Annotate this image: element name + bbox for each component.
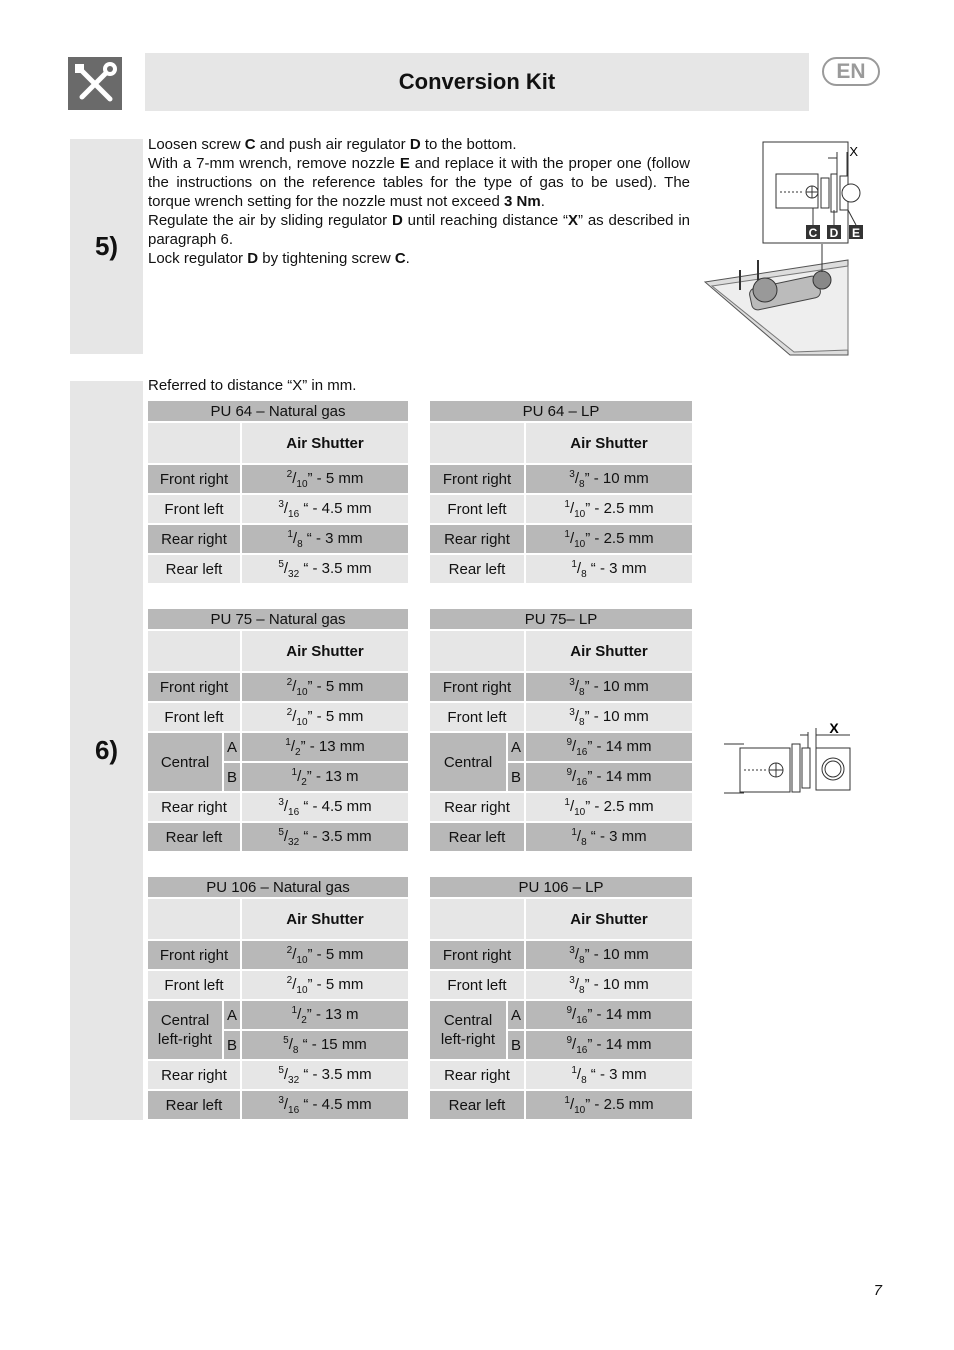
fraction-numerator: 1	[571, 1064, 577, 1076]
label-d: D	[829, 226, 839, 240]
sub-position-label: B	[223, 762, 241, 792]
sub-position-label: A	[223, 732, 241, 762]
instruction-emphasis: C	[244, 136, 256, 153]
burner-label: Front right	[147, 672, 241, 702]
fraction-slash: /	[572, 767, 577, 785]
air-shutter-header: Air Shutter	[241, 422, 409, 464]
air-shutter-value	[241, 494, 409, 524]
fraction-slash: /	[283, 499, 289, 517]
fraction-numerator: 1	[564, 528, 570, 540]
air-shutter-value	[241, 672, 409, 702]
instruction-emphasis: D	[247, 250, 259, 267]
gas-table	[428, 875, 694, 1121]
gas-table	[146, 875, 410, 1121]
fraction-denominator: 10	[296, 954, 308, 966]
fraction-denominator: 16	[576, 746, 588, 758]
value-suffix: “ - 4.5 mm	[299, 1095, 372, 1113]
instruction-line	[148, 154, 690, 211]
value-suffix: ” - 10 mm	[584, 469, 649, 487]
fraction-slash: /	[574, 677, 579, 695]
value-suffix: “ - 3.5 mm	[299, 1065, 372, 1083]
page-number: 7	[873, 1282, 882, 1299]
fraction-slash: /	[292, 707, 297, 725]
fraction-numerator: 9	[566, 766, 573, 778]
air-shutter-value	[241, 792, 409, 822]
sub-position-label: B	[507, 1030, 525, 1060]
air-shutter-header: Air Shutter	[525, 630, 693, 672]
fraction-numerator: 3	[278, 796, 284, 808]
burner-label: Rear left	[429, 822, 525, 852]
air-shutter-value	[525, 970, 693, 1000]
table-row	[429, 554, 693, 584]
gas-table	[146, 607, 410, 853]
distance-x-label: X	[849, 144, 858, 159]
table-row	[147, 554, 409, 584]
burner-label: Rear left	[429, 554, 525, 584]
step-5-number: 5)	[70, 139, 143, 354]
header-empty-cell	[147, 630, 241, 672]
air-shutter-value	[241, 464, 409, 494]
table-row	[147, 494, 409, 524]
fraction-slash: /	[572, 737, 577, 755]
header-empty-cell	[147, 898, 241, 940]
table-row	[147, 792, 409, 822]
value-suffix: ” - 14 mm	[587, 1005, 652, 1023]
burner-label: Front right	[429, 940, 525, 970]
instruction-emphasis: D	[392, 212, 403, 229]
burner-label: Front right	[147, 464, 241, 494]
fraction-numerator: 3	[569, 468, 575, 480]
fraction-numerator: 1	[571, 558, 577, 570]
table-title: PU 106 – LP	[429, 876, 693, 898]
air-shutter-value	[241, 1030, 409, 1060]
page-title: Conversion Kit	[145, 53, 809, 111]
fraction-slash: /	[292, 975, 297, 993]
fraction-numerator: 1	[291, 766, 298, 778]
air-shutter-value	[525, 464, 693, 494]
burner-label: Rear right	[147, 1060, 241, 1090]
fraction-slash: /	[569, 529, 575, 547]
fraction-denominator: 32	[288, 836, 300, 848]
burner-label: Front left	[147, 702, 241, 732]
instruction-line	[148, 211, 690, 249]
fraction-denominator: 8	[579, 478, 585, 490]
fraction-slash: /	[292, 469, 297, 487]
instruction-text: With a 7-mm wrench, remove nozzle	[148, 155, 400, 172]
fraction-numerator: 3	[569, 676, 575, 688]
fraction-numerator: 2	[286, 974, 293, 986]
value-suffix: ” - 10 mm	[584, 707, 649, 725]
value-suffix: “ - 3 mm	[586, 559, 647, 577]
table-row	[429, 940, 693, 970]
fraction-slash: /	[576, 1065, 582, 1083]
burner-label: Rear right	[147, 792, 241, 822]
value-suffix: ” - 13 mm	[300, 737, 365, 755]
value-suffix: “ - 3.5 mm	[299, 827, 372, 845]
air-shutter-value	[525, 524, 693, 554]
table-row	[429, 524, 693, 554]
burner-label: Central left-right	[147, 1000, 223, 1060]
table-row	[429, 672, 693, 702]
air-shutter-value	[525, 1060, 693, 1090]
air-shutter-header: Air Shutter	[525, 422, 693, 464]
value-suffix: ” - 5 mm	[307, 677, 364, 695]
fraction-slash: /	[574, 707, 579, 725]
fraction-denominator: 10	[296, 478, 308, 490]
air-shutter-value	[525, 1090, 693, 1120]
table-row	[147, 940, 409, 970]
fraction-denominator: 16	[288, 806, 300, 818]
table-row	[429, 1000, 693, 1030]
air-shutter-value	[525, 792, 693, 822]
fraction-denominator: 8	[579, 716, 585, 728]
burner-label: Front left	[429, 494, 525, 524]
air-shutter-value	[525, 1000, 693, 1030]
air-shutter-value	[241, 762, 409, 792]
table-row	[429, 792, 693, 822]
fraction-slash: /	[572, 1005, 577, 1023]
value-suffix: “ - 15 mm	[298, 1035, 367, 1053]
value-suffix: ” - 14 mm	[587, 737, 652, 755]
header-empty-cell	[429, 898, 525, 940]
step-6-number: 6)	[70, 381, 143, 1120]
burner-label: Front right	[429, 464, 525, 494]
fraction-numerator: 3	[569, 974, 575, 986]
table-row	[147, 1090, 409, 1120]
table-row	[147, 822, 409, 852]
table-row	[429, 464, 693, 494]
fraction-numerator: 5	[278, 1064, 284, 1076]
burner-label: Rear right	[147, 524, 241, 554]
air-shutter-value	[241, 1090, 409, 1120]
instruction-text: and replace it with the proper one (follow the instructions on the reference tables for the type of gas to be used). The torque wrench setting for the nozzle must not exceed	[148, 155, 691, 210]
air-shutter-value	[241, 524, 409, 554]
table-row	[147, 732, 409, 762]
value-suffix: ” - 5 mm	[307, 945, 364, 963]
fraction-slash: /	[292, 945, 297, 963]
fraction-numerator: 1	[291, 1004, 298, 1016]
fraction-numerator: 2	[286, 944, 293, 956]
fraction-slash: /	[283, 1095, 289, 1113]
instruction-line	[148, 135, 690, 154]
fraction-denominator: 2	[301, 776, 307, 788]
value-suffix: ” - 10 mm	[584, 677, 649, 695]
table-title: PU 75– LP	[429, 608, 693, 630]
fraction-numerator: 5	[283, 1034, 289, 1046]
value-suffix: “ - 3.5 mm	[299, 559, 372, 577]
instruction-text: ” as described in paragraph 6.	[148, 212, 691, 248]
fraction-numerator: 9	[566, 1034, 573, 1046]
burner-label: Front right	[147, 940, 241, 970]
fraction-numerator: 5	[278, 558, 284, 570]
value-suffix: ” - 2.5 mm	[585, 797, 654, 815]
language-badge: EN	[822, 57, 880, 86]
fraction-numerator: 2	[286, 706, 293, 718]
fraction-slash: /	[297, 767, 302, 785]
instruction-text: .	[540, 193, 545, 210]
fraction-slash: /	[574, 945, 579, 963]
sub-position-label: B	[507, 762, 525, 792]
sub-position-label: A	[223, 1000, 241, 1030]
table-row	[147, 702, 409, 732]
value-suffix: ” - 5 mm	[307, 975, 364, 993]
gas-table	[428, 399, 694, 585]
air-shutter-value	[525, 1030, 693, 1060]
fraction-denominator: 10	[574, 1104, 586, 1116]
fraction-denominator: 32	[288, 1074, 300, 1086]
value-suffix: “ - 3 mm	[302, 529, 363, 547]
air-shutter-value	[241, 702, 409, 732]
burner-label: Front left	[147, 494, 241, 524]
value-suffix: ” - 13 m	[306, 1005, 359, 1023]
air-shutter-value	[241, 822, 409, 852]
air-shutter-value	[241, 970, 409, 1000]
fraction-numerator: 1	[564, 1094, 570, 1106]
value-suffix: ” - 2.5 mm	[585, 529, 654, 547]
fraction-denominator: 10	[574, 806, 586, 818]
fraction-slash: /	[292, 529, 298, 547]
fraction-denominator: 32	[288, 568, 300, 580]
header-empty-cell	[429, 630, 525, 672]
air-shutter-value	[525, 822, 693, 852]
fraction-slash: /	[569, 499, 575, 517]
distance-x-diagram	[720, 718, 860, 800]
burner-label: Front left	[147, 970, 241, 1000]
fraction-slash: /	[576, 559, 582, 577]
burner-label: Front left	[429, 970, 525, 1000]
instruction-text: Lock regulator	[148, 250, 248, 267]
air-shutter-value	[525, 494, 693, 524]
instruction-line	[148, 249, 690, 268]
air-shutter-value	[241, 554, 409, 584]
instruction-emphasis: C	[394, 250, 406, 267]
air-shutter-value	[525, 732, 693, 762]
value-suffix: ” - 5 mm	[307, 469, 364, 487]
tools-icon	[68, 57, 122, 110]
gas-table	[428, 607, 694, 853]
fraction-denominator: 8	[292, 1044, 299, 1056]
instruction-text: until reaching distance “	[402, 212, 569, 229]
value-suffix: ” - 13 m	[306, 767, 359, 785]
fraction-denominator: 8	[297, 538, 303, 550]
table-row	[429, 1060, 693, 1090]
table-row	[147, 672, 409, 702]
fraction-numerator: 2	[286, 676, 293, 688]
value-suffix: ” - 5 mm	[307, 707, 364, 725]
table-row	[429, 494, 693, 524]
fraction-denominator: 8	[581, 568, 587, 580]
table-row	[147, 464, 409, 494]
fraction-slash: /	[297, 1005, 302, 1023]
fraction-numerator: 3	[278, 498, 284, 510]
burner-label: Central left-right	[429, 1000, 507, 1060]
value-suffix: ” - 2.5 mm	[585, 499, 654, 517]
value-suffix: ” - 10 mm	[584, 975, 649, 993]
table-title: PU 106 – Natural gas	[147, 876, 409, 898]
fraction-slash: /	[283, 1065, 289, 1083]
nozzle-diagram	[700, 140, 861, 355]
air-shutter-value	[525, 702, 693, 732]
table-title: PU 64 – LP	[429, 400, 693, 422]
step-5-instructions	[148, 135, 690, 268]
burner-label: Rear right	[429, 792, 525, 822]
fraction-numerator: 9	[566, 736, 573, 748]
air-shutter-value	[525, 762, 693, 792]
fraction-slash: /	[574, 975, 579, 993]
distance-x-label: X	[829, 720, 839, 736]
air-shutter-header: Air Shutter	[525, 898, 693, 940]
value-suffix: ” - 14 mm	[587, 767, 652, 785]
table-row	[429, 822, 693, 852]
fraction-denominator: 8	[581, 836, 587, 848]
air-shutter-value	[525, 672, 693, 702]
table-row	[429, 1090, 693, 1120]
air-shutter-value	[241, 1060, 409, 1090]
fraction-slash: /	[576, 827, 582, 845]
gas-table	[146, 399, 410, 585]
table-row	[147, 1060, 409, 1090]
fraction-slash: /	[283, 559, 289, 577]
label-e: E	[851, 226, 861, 240]
fraction-numerator: 1	[287, 528, 293, 540]
fraction-numerator: 9	[566, 1004, 573, 1016]
fraction-denominator: 10	[574, 538, 586, 550]
table-row	[429, 702, 693, 732]
fraction-numerator: 3	[569, 706, 575, 718]
fraction-slash: /	[288, 1035, 293, 1053]
burner-label: Rear right	[429, 1060, 525, 1090]
burner-label: Rear left	[429, 1090, 525, 1120]
air-shutter-value	[525, 554, 693, 584]
air-shutter-value	[241, 940, 409, 970]
fraction-denominator: 16	[576, 1014, 588, 1026]
instruction-emphasis: E	[399, 155, 410, 172]
header-empty-cell	[429, 422, 525, 464]
label-c: C	[808, 226, 818, 240]
table-row	[147, 524, 409, 554]
fraction-denominator: 8	[579, 954, 585, 966]
table-row	[147, 1000, 409, 1030]
fraction-numerator: 1	[564, 498, 570, 510]
air-shutter-value	[241, 1000, 409, 1030]
air-shutter-header: Air Shutter	[241, 630, 409, 672]
instruction-text: .	[405, 250, 410, 267]
fraction-denominator: 8	[579, 984, 585, 996]
burner-label: Rear left	[147, 822, 241, 852]
fraction-denominator: 10	[574, 508, 586, 520]
value-suffix: ” - 2.5 mm	[585, 1095, 654, 1113]
fraction-slash: /	[290, 737, 295, 755]
sub-position-label: A	[507, 732, 525, 762]
fraction-numerator: 1	[285, 736, 291, 748]
fraction-slash: /	[572, 1035, 577, 1053]
value-suffix: “ - 4.5 mm	[299, 797, 372, 815]
value-suffix: ” - 14 mm	[587, 1035, 652, 1053]
value-suffix: “ - 3 mm	[586, 1065, 647, 1083]
air-shutter-value	[525, 940, 693, 970]
table-row	[429, 732, 693, 762]
header-empty-cell	[147, 422, 241, 464]
fraction-denominator: 16	[288, 508, 300, 520]
sub-position-label: A	[507, 1000, 525, 1030]
fraction-slash: /	[569, 797, 575, 815]
fraction-denominator: 16	[288, 1104, 300, 1116]
fraction-slash: /	[283, 827, 289, 845]
instruction-text: Loosen screw	[148, 136, 245, 153]
burner-label: Rear left	[147, 1090, 241, 1120]
fraction-numerator: 3	[278, 1094, 284, 1106]
fraction-denominator: 8	[581, 1074, 587, 1086]
instruction-emphasis: D	[409, 136, 421, 153]
burner-label: Central	[147, 732, 223, 792]
air-shutter-value	[241, 732, 409, 762]
instruction-text: and push air regulator	[255, 136, 410, 153]
table-caption: Referred to distance “X” in mm.	[148, 377, 357, 394]
burner-label: Front right	[429, 672, 525, 702]
instruction-text: to the bottom.	[420, 136, 517, 153]
fraction-slash: /	[283, 797, 289, 815]
fraction-slash: /	[292, 677, 297, 695]
fraction-numerator: 3	[569, 944, 575, 956]
fraction-denominator: 2	[295, 746, 301, 758]
burner-label: Rear right	[429, 524, 525, 554]
table-title: PU 64 – Natural gas	[147, 400, 409, 422]
fraction-denominator: 8	[579, 686, 585, 698]
table-row	[147, 970, 409, 1000]
value-suffix: “ - 4.5 mm	[299, 499, 372, 517]
burner-label: Central	[429, 732, 507, 792]
table-row	[429, 970, 693, 1000]
fraction-denominator: 10	[296, 716, 308, 728]
fraction-numerator: 1	[571, 826, 577, 838]
instruction-text: by tightening screw	[258, 250, 395, 267]
instruction-emphasis: X	[568, 212, 579, 229]
value-suffix: “ - 3 mm	[586, 827, 647, 845]
value-suffix: ” - 10 mm	[584, 945, 649, 963]
instruction-text: Regulate the air by sliding regulator	[148, 212, 392, 229]
fraction-numerator: 1	[564, 796, 570, 808]
burner-label: Rear left	[147, 554, 241, 584]
burner-label: Front left	[429, 702, 525, 732]
sub-position-label: B	[223, 1030, 241, 1060]
air-shutter-header: Air Shutter	[241, 898, 409, 940]
fraction-slash: /	[569, 1095, 575, 1113]
fraction-numerator: 5	[278, 826, 284, 838]
instruction-emphasis: 3 Nm	[504, 193, 541, 210]
fraction-denominator: 2	[301, 1014, 307, 1026]
fraction-denominator: 10	[296, 686, 308, 698]
table-title: PU 75 – Natural gas	[147, 608, 409, 630]
fraction-denominator: 16	[576, 776, 588, 788]
fraction-slash: /	[574, 469, 579, 487]
fraction-denominator: 16	[576, 1044, 588, 1056]
fraction-numerator: 2	[286, 468, 293, 480]
fraction-denominator: 10	[296, 984, 308, 996]
